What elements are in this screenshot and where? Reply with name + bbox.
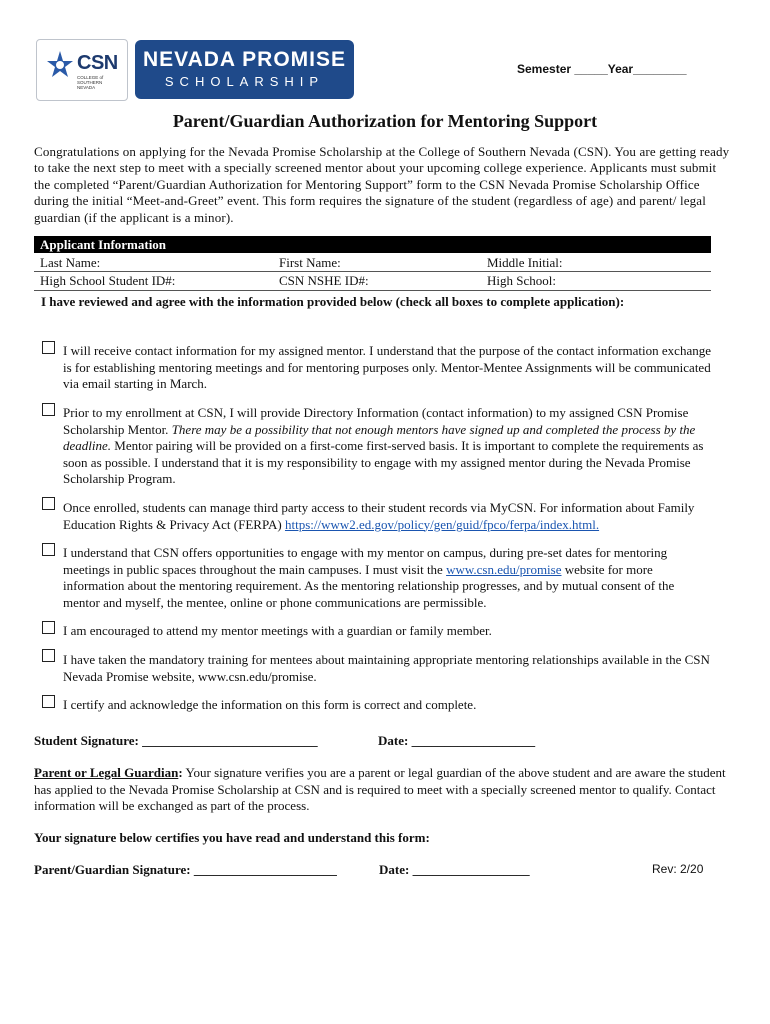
intro-paragraph: Congratulations on applying for the Nevada Promise Scholarship at the College of Southern Nevada (CSN). You are getting ready to take the next step to meet with a specially screened mentor about your upcoming college experience. Applicants must submit the completed “Parent/Guardian Authorization for Mentoring Support” form to the CSN Nevada Promise Scholarship Office during the initial “Meet-and-Greet” event. This form requires the signature of the student (regardless of age) and parent/ legal guardian (if the applicant is a minor). xyxy=(34,144,730,225)
checklist-item-certify: I certify and acknowledge the information on this form is correct and complete. xyxy=(63,697,477,712)
csn-logo xyxy=(36,39,128,101)
csn-logo-text: CSN xyxy=(77,52,118,74)
checklist-item-mentor-contact: I will receive contact information for my assigned mentor. I understand that the purpose of the contact information exchange is for establishing mentoring meetings and for mentoring purposes only. Mentor-Mentee Assignments will be communicated via email starting in March. xyxy=(63,343,711,391)
checklist-item-ferpa xyxy=(63,500,713,533)
review-statement: I have reviewed and agree with the information provided below (check all boxes to complete application): xyxy=(41,294,625,309)
checkbox-campus-meetings[interactable] xyxy=(42,543,55,556)
semester-year-field[interactable]: Semester _____Year________ xyxy=(517,62,687,76)
nevada-promise-logo xyxy=(135,40,354,99)
nevada-promise-logo-subtitle: SCHOLARSHIP xyxy=(164,74,325,89)
divider xyxy=(34,290,711,291)
checklist-item-guardian-attend: I am encouraged to attend my mentor meetings with a guardian or family member. xyxy=(63,623,492,638)
checkbox-mentor-contact[interactable] xyxy=(42,341,55,354)
applicant-row-ids xyxy=(34,272,711,289)
parent-guardian-label: Parent or Legal Guardian xyxy=(34,765,179,780)
student-date-field[interactable]: Date: ___________________ xyxy=(378,733,536,748)
ferpa-link[interactable]: https://www2.ed.gov/policy/gen/guid/fpco/ferpa/index.html. xyxy=(284,516,600,532)
csn-logo-subtext: COLLEGE of SOUTHERN NEVADA xyxy=(77,75,104,90)
ferpa-text: Once enrolled, students can manage third party access to their student records via MyCSN. For information about Family Education Rights & Privacy Act (FERPA) xyxy=(63,500,695,532)
nshe-id-field[interactable]: CSN NSHE ID#: xyxy=(279,273,369,288)
checkbox-ferpa[interactable] xyxy=(42,497,55,510)
campus-meetings-text: I understand that CSN offers opportunities to engage with my mentor on campus, during pre-set dates for mentoring meetings in public spaces throughout the main campuses. I must visit the xyxy=(63,545,668,577)
directory-info-text: Prior to my enrollment at CSN, I will provide Directory Information (contact information) to my assigned CSN Promise Scholarship Mentor. xyxy=(63,405,689,437)
last-name-field[interactable]: Last Name: xyxy=(40,255,101,270)
student-signature-field[interactable]: Student Signature: ___________________________ xyxy=(34,733,318,748)
checklist-item-directory-info xyxy=(63,405,713,488)
directory-info-italic-text: There may be a possibility that not enough mentors have signed up and completed the process by the deadline. xyxy=(63,421,696,453)
applicant-information-title: Applicant Information xyxy=(40,237,167,252)
parent-guardian-text: Your signature verifies you are a parent or legal guardian of the above student and are aware the student has applied to the Nevada Promise Scholarship at CSN and is required to meet with a specially screened mentor to qualify. Contact information will be exchanged as part of the process. xyxy=(34,765,726,813)
checkbox-guardian-attend[interactable] xyxy=(42,621,55,634)
student-id-field[interactable]: High School Student ID#: xyxy=(40,273,176,288)
checklist-item-mandatory-training: I have taken the mandatory training for mentees about maintaining appropriate mentoring relationships available in the CSN Nevada Promise website, www.csn.edu/promise. xyxy=(63,652,710,684)
checkbox-certify[interactable] xyxy=(42,695,55,708)
nevada-promise-logo-title: NEVADA PROMISE xyxy=(142,48,347,71)
first-name-field[interactable]: First Name: xyxy=(279,255,341,270)
checkbox-directory-info[interactable] xyxy=(42,403,55,416)
applicant-information-header xyxy=(34,236,711,253)
campus-meetings-text-end: website for more information about the mentoring requirement. As the mentoring relationship progresses, and by mutual consent of the mentor and myself, the mentee, online or phone communications are permissible. xyxy=(63,561,675,610)
parent-date-field[interactable]: Date: __________________ xyxy=(379,862,530,877)
parent-guardian-colon: : xyxy=(178,765,183,780)
csn-promise-link[interactable]: www.csn.edu/promise xyxy=(446,561,562,577)
directory-info-text-end: Mentor pairing will be provided on a first-come first-served basis. It is important to complete the requirements as soon as possible. I understand that it is my responsibility to engage with my assigned mentor during the Nevada Promise Scholarship Program. xyxy=(63,438,704,486)
parent-guardian-paragraph xyxy=(34,765,734,815)
parent-signature-field[interactable]: Parent/Guardian Signature: ______________________ xyxy=(34,862,337,877)
certify-statement: Your signature below certifies you have read and understand this form: xyxy=(34,830,430,845)
high-school-field[interactable]: High School: xyxy=(487,273,556,288)
csn-star-icon xyxy=(45,50,75,80)
checkbox-mandatory-training[interactable] xyxy=(42,649,55,662)
page-title: Parent/Guardian Authorization for Mentoring Support xyxy=(172,111,598,131)
checklist-item-campus-meetings xyxy=(63,545,713,611)
applicant-row-names xyxy=(34,254,711,271)
revision-label: Rev: 2/20 xyxy=(652,862,704,876)
middle-initial-field[interactable]: Middle Initial: xyxy=(487,255,563,270)
